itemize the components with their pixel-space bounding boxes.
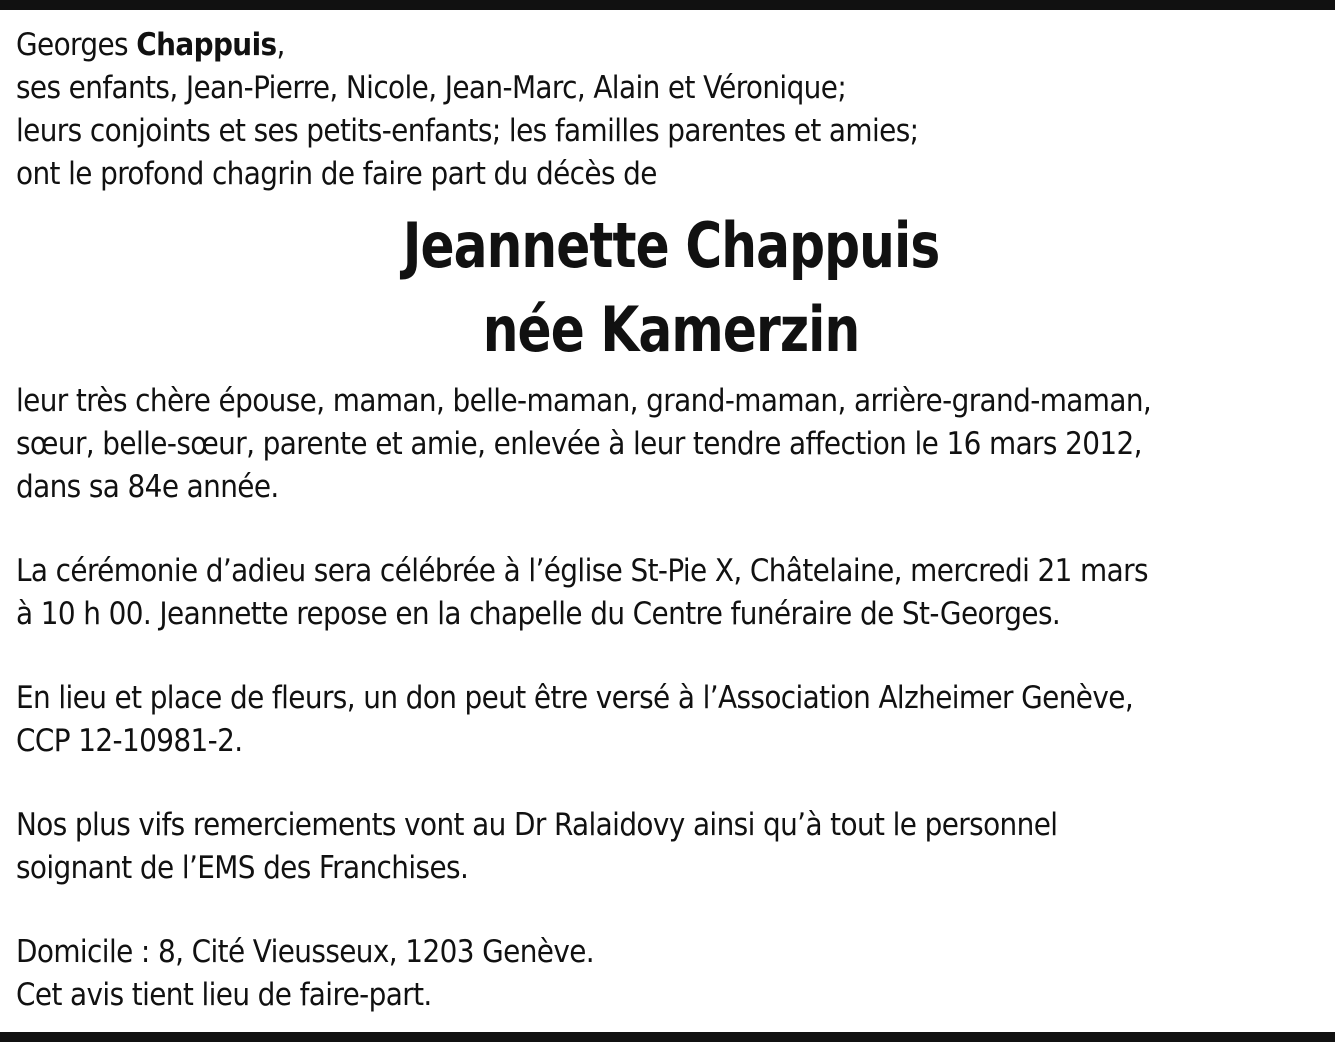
tribute-paragraph — [16, 380, 1326, 509]
intro-line: leurs conjoints et ses petits-enfants; les familles parentes et amies; — [16, 113, 919, 149]
address-paragraph — [16, 931, 1326, 1017]
intro-block — [16, 24, 1326, 196]
paragraph-line: CCP 12-10981-2. — [16, 723, 243, 759]
paragraph-line: Cet avis tient lieu de faire-part. — [16, 977, 432, 1013]
deceased-name-block — [16, 204, 1326, 372]
paragraph-line: soignant de l’EMS des Franchises. — [16, 850, 469, 886]
bottom-rule — [0, 1032, 1335, 1042]
surname-comma: , — [276, 27, 285, 63]
paragraph-line: sœur, belle-sœur, parente et amie, enlevée à leur tendre affection le 16 mars 2012, — [16, 426, 1142, 462]
paragraph-line: Nos plus vifs remerciements vont au Dr Ralaidovy ainsi qu’à tout le personnel — [16, 807, 1058, 843]
paragraph-line: à 10 h 00. Jeannette repose en la chapelle du Centre funéraire de St-Georges. — [16, 596, 1061, 632]
obituary-notice — [16, 24, 1326, 1017]
ceremony-paragraph — [16, 550, 1326, 636]
paragraph-line: dans sa 84e année. — [16, 469, 279, 505]
paragraph-line: leur très chère épouse, maman, belle-maman, grand-maman, arrière-grand-maman, — [16, 383, 1152, 419]
intro-first-line — [16, 24, 1326, 67]
deceased-maiden-name: née Kamerzin — [482, 293, 860, 366]
thanks-paragraph — [16, 804, 1326, 890]
paragraph-line: En lieu et place de fleurs, un don peut être versé à l’Association Alzheimer Genève, — [16, 680, 1134, 716]
top-rule — [0, 0, 1335, 10]
paragraph-line: La cérémonie d’adieu sera célébrée à l’église St-Pie X, Châtelaine, mercredi 21 mars — [16, 553, 1148, 589]
paragraph-line: Domicile : 8, Cité Vieusseux, 1203 Genève. — [16, 934, 595, 970]
donation-paragraph — [16, 677, 1326, 763]
first-name: Georges — [16, 27, 128, 63]
intro-line: ses enfants, Jean-Pierre, Nicole, Jean-Marc, Alain et Véronique; — [16, 70, 847, 106]
deceased-name: Jeannette Chappuis — [402, 209, 940, 282]
surname: Chappuis — [136, 27, 277, 63]
intro-line: ont le profond chagrin de faire part du décès de — [16, 156, 657, 192]
